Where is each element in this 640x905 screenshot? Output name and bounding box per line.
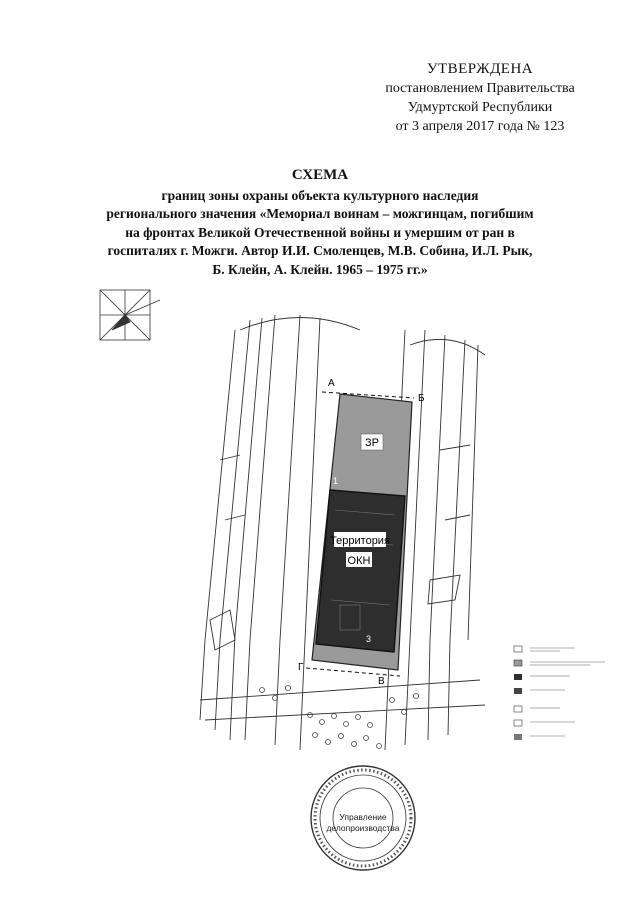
point-1-label: 1: [333, 476, 339, 486]
approval-heading: УТВЕРЖДЕНА: [426, 61, 534, 77]
territory-label-2: ОКН: [347, 555, 371, 567]
title-line-4: госпиталях г. Можги. Автор И.И. Смоленцев, М.В. Собина, И.Л. Рык,: [107, 243, 533, 258]
north-arrow-icon: [100, 290, 160, 340]
title-line-2: регионального значения «Мемориал воинам – можгинцам, погибшим: [106, 206, 534, 221]
heritage-territory: [316, 490, 405, 652]
title-line-5: Б. Клейн, А. Клейн. 1965 – 1975 гг.»: [212, 261, 428, 277]
corner-b-label: Б: [418, 393, 425, 404]
trees: [260, 686, 419, 749]
corner-v-label: В: [378, 676, 385, 687]
corner-a-label: А: [328, 378, 335, 389]
stamp-line-2: делопроизводства: [326, 823, 400, 833]
title-main: СХЕМА: [291, 167, 349, 183]
approval-line-1: постановлением Правительства: [385, 81, 575, 96]
corner-g-label: Г: [298, 662, 304, 673]
title-line-1: границ зоны охраны объекта культурного наследия: [161, 187, 479, 203]
point-3-label: 3: [366, 634, 372, 644]
zone-label: ЗР: [365, 437, 379, 449]
title-line-3: на фронтах Великой Отечественной войны и умершим от ран в: [125, 224, 515, 240]
territory-label-1: Территория: [330, 535, 390, 547]
legend: [514, 646, 605, 740]
approval-line-3: от 3 апреля 2017 года № 123: [395, 119, 565, 134]
approval-line-2: Удмуртской Республики: [407, 100, 553, 115]
stamp-line-1: Управление: [339, 812, 387, 822]
